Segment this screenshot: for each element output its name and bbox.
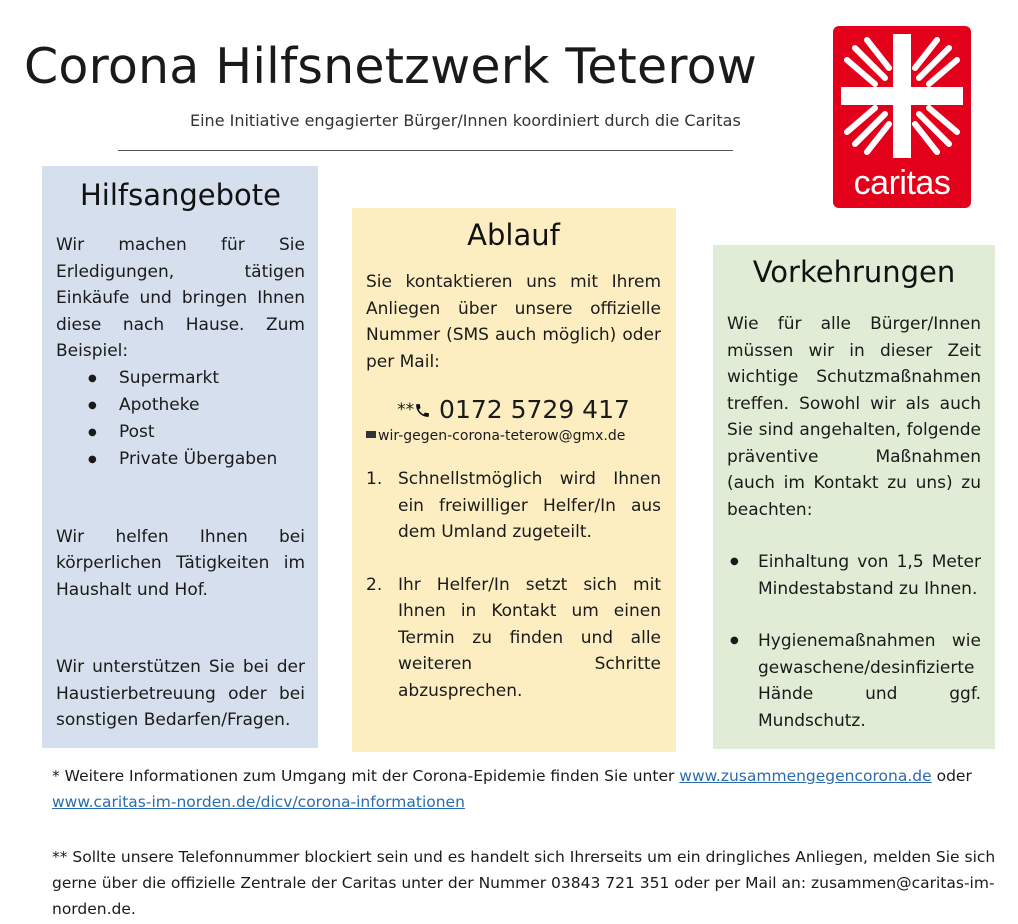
list-item (366, 466, 661, 546)
hilfsangebote-list (56, 365, 305, 473)
logo-wordmark: caritas (853, 164, 951, 202)
hilfsangebote-box (42, 166, 318, 748)
footnote-2: ** Sollte unsere Telefonnummer blockiert sein und es handelt sich Ihrerseits um ein dringliches Anliegen, melden Sie sich gerne über die offizielle Zentrale der Caritas unter der Nummer 03843 721 351 oder per Mail an: zusammen@caritas-im-norden.de. (52, 848, 996, 918)
vorkehrungen-box (713, 245, 995, 749)
link-zusammengegencorona[interactable]: www.zusammengegencorona.de (679, 767, 932, 785)
list-item: ● Post (88, 419, 305, 446)
vorkehrungen-intro: Wie für alle Bürger/Innen müssen wir in dieser Zeit wichtige Schutzmaßnahmen treffen. Sowohl wir als auch Sie sind angehalten, folgende präventive Maßnahmen (auch im Kontakt zu uns) zu beachten: (727, 314, 981, 520)
page-subtitle: Eine Initiative engagierter Bürger/Innen koordiniert durch die Caritas (190, 111, 741, 130)
footnote-1 (52, 763, 1002, 815)
page-title: Corona Hilfsnetzwerk Teterow (24, 38, 758, 95)
header-divider (118, 150, 733, 151)
phone-icon (414, 402, 431, 419)
list-item: ● Apotheke (88, 392, 305, 419)
caritas-logo (833, 26, 971, 208)
phone-line (366, 395, 661, 424)
hilfsangebote-intro: Wir machen für Sie Erledigungen, tätigen Einkäufe und bringen Ihnen diese nach Hause. Zum Beispiel: (56, 235, 305, 361)
step-number: 1. (366, 469, 383, 489)
ablauf-heading: Ablauf (467, 218, 560, 252)
footnote-1-or: oder (931, 767, 972, 785)
footnote-1-text: * Weitere Informationen zum Umgang mit der Corona-Epidemie finden Sie unter (52, 767, 680, 785)
email-line (366, 428, 661, 444)
list-item: ● Private Übergaben (88, 446, 305, 473)
step-text: Ihr Helfer/In setzt sich mit Ihnen in Kontakt um einen Termin zu finden und alle weiteren Schritte abzusprechen. (398, 574, 661, 701)
envelope-icon (366, 431, 376, 438)
step-text: Schnellstmöglich wird Ihnen ein freiwilliger Helfer/In aus dem Umland zugeteilt. (398, 469, 661, 542)
list-item: ● Hygienemaßnahmen wie gewaschene/desinfizierte Hände und ggf. Mundschutz. (727, 628, 981, 734)
phone-number[interactable]: 0172 5729 417 (439, 395, 630, 424)
ablauf-steps (366, 466, 661, 704)
link-caritas-corona-info[interactable]: www.caritas-im-norden.de/dicv/corona-informationen (52, 793, 465, 811)
hilfsangebote-para2: Wir helfen Ihnen bei körperlichen Tätigkeiten im Haushalt und Hof. (56, 526, 305, 600)
phone-footnote-marker: ** (397, 400, 415, 420)
vorkehrungen-list (727, 549, 981, 734)
ablauf-box (352, 208, 676, 752)
hilfsangebote-para3: Wir unterstützen Sie bei der Haustierbetreuung oder bei sonstigen Bedarfen/Fragen. (56, 657, 305, 730)
caritas-cross-icon (833, 26, 971, 166)
list-item (366, 572, 661, 705)
list-item: ● Einhaltung von 1,5 Meter Mindestabstand zu Ihnen. (727, 549, 981, 602)
hilfsangebote-heading: Hilfsangebote (79, 178, 281, 212)
email-address[interactable]: wir-gegen-corona-teterow@gmx.de (378, 428, 626, 444)
list-item: ● Supermarkt (88, 365, 305, 392)
ablauf-intro: Sie kontaktieren uns mit Ihrem Anliegen über unsere offizielle Nummer (SMS auch möglich) oder per Mail: (366, 272, 661, 372)
step-number: 2. (366, 574, 383, 595)
vorkehrungen-heading: Vorkehrungen (752, 255, 956, 289)
